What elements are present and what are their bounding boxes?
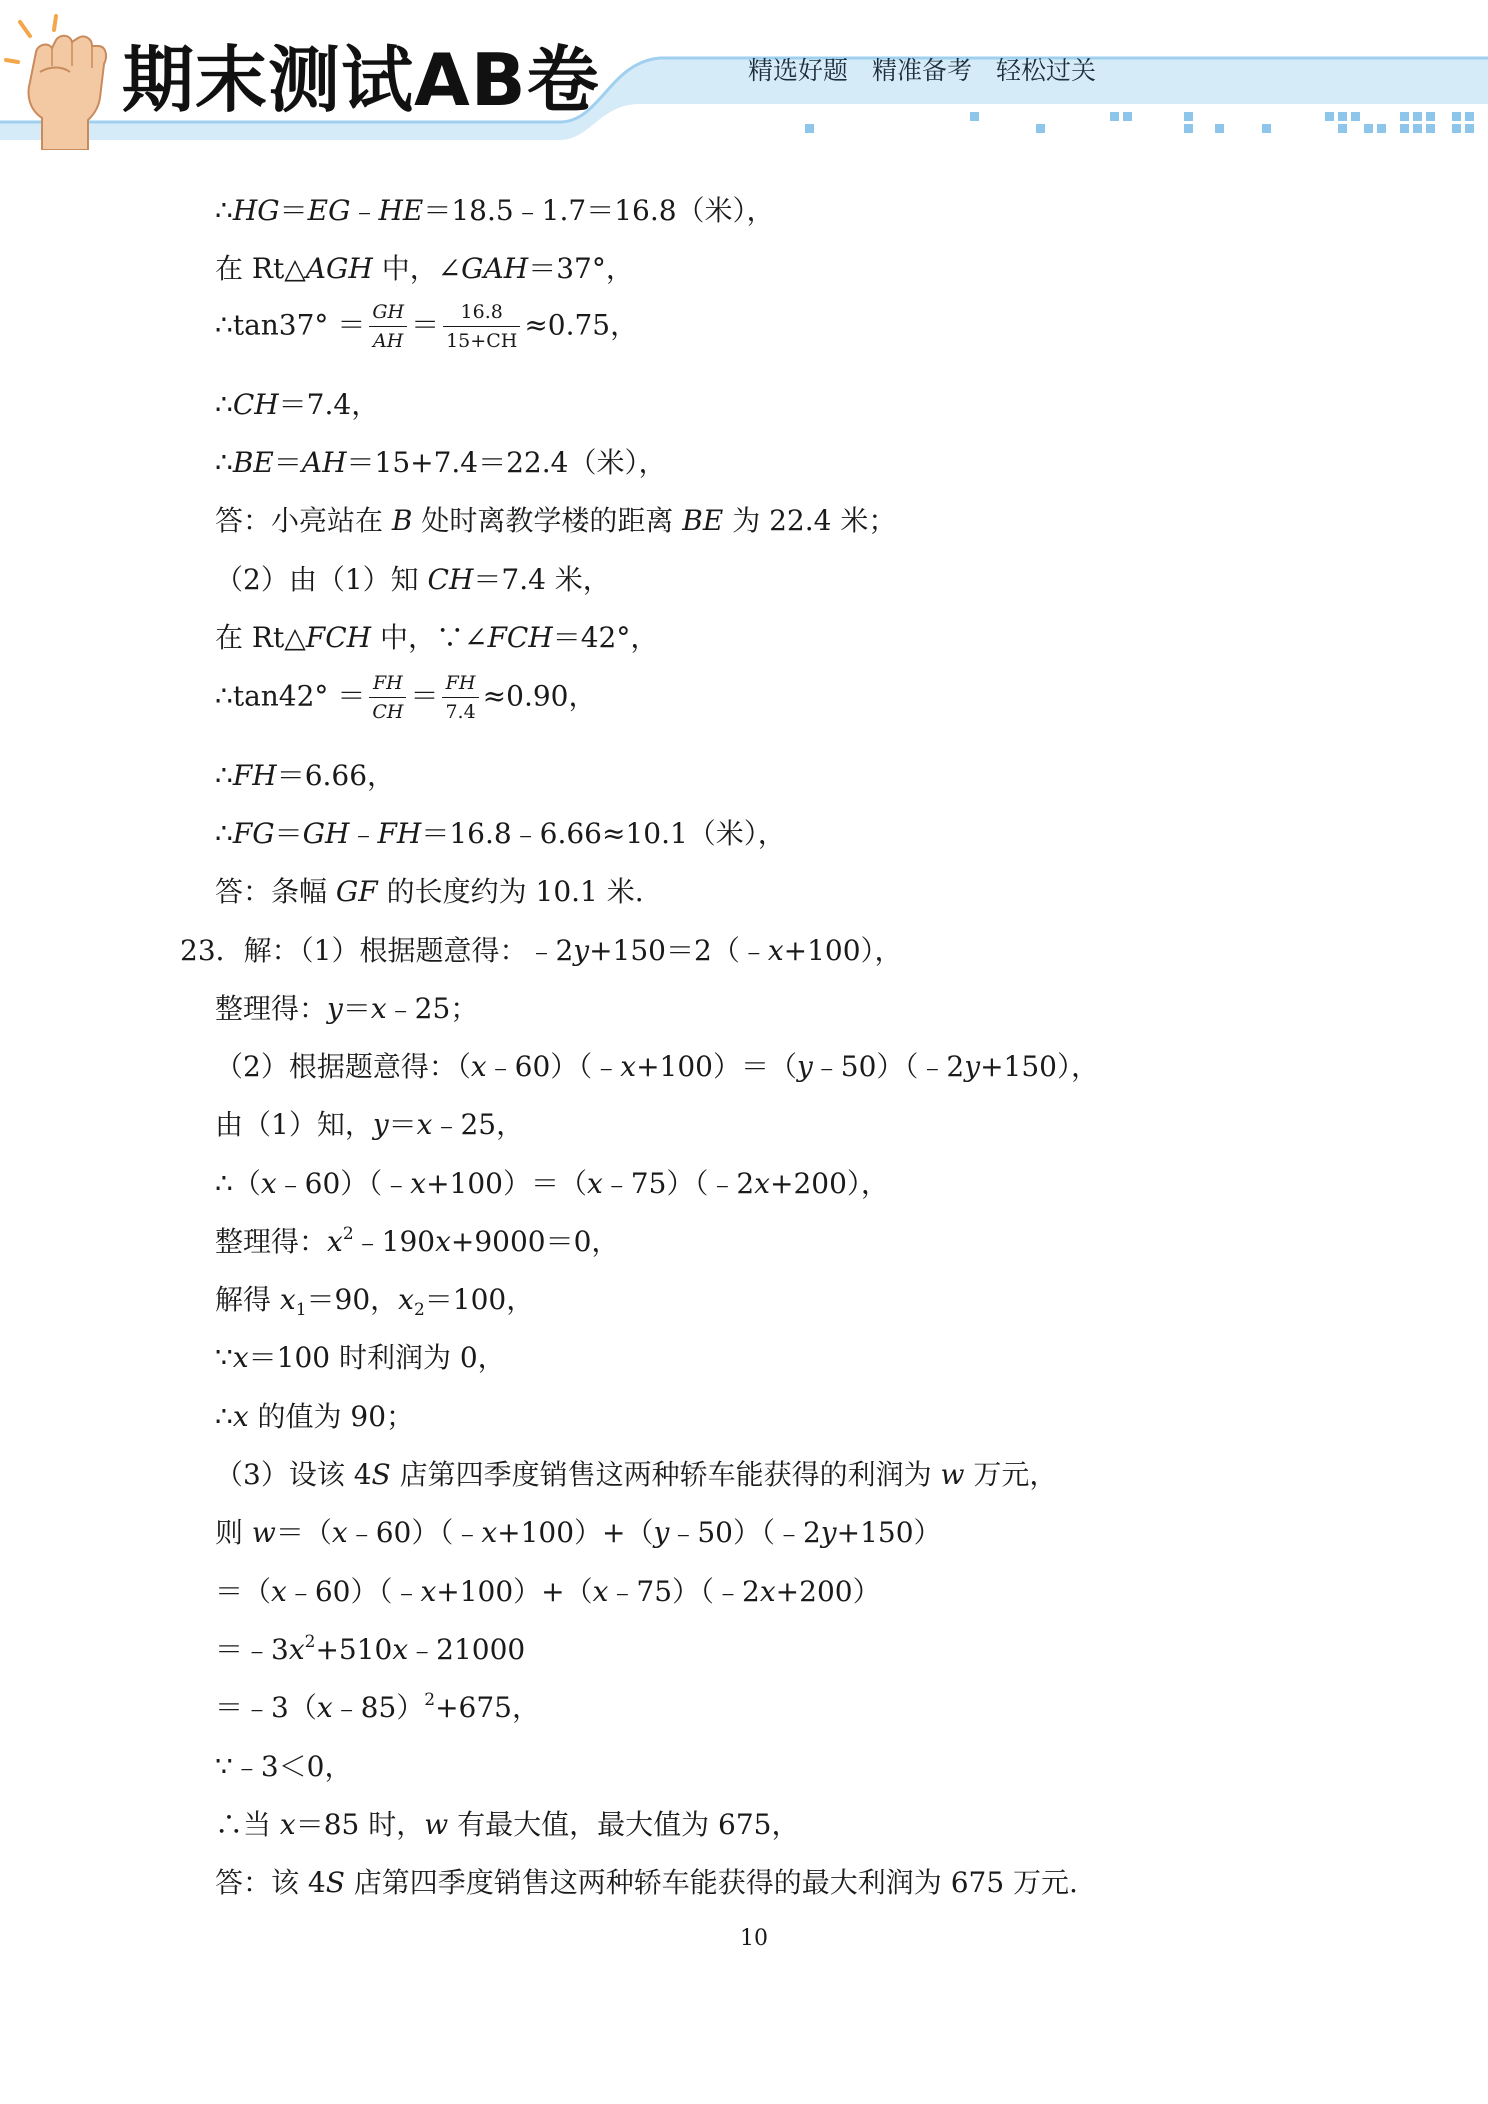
- answer-line: 答：该 4S 店第四季度销售这两种轿车能获得的最大利润为 675 万元.: [215, 1866, 1078, 1899]
- fraction: $\frac{16.8}{15+CH}$: [443, 303, 520, 351]
- decorative-squares: [805, 112, 1474, 133]
- solution-line: 则 w＝（x﹣60）（﹣x+100）+（y﹣50）（﹣2y+150）: [215, 1516, 942, 1549]
- page-number: 10: [740, 1926, 768, 1951]
- question-23-line: 23．解：（1）根据题意得：﹣2y+150＝2（﹣x+100），: [180, 934, 903, 967]
- solution-line: ∵x＝100 时利润为 0，: [215, 1341, 506, 1374]
- solution-line: ∴x 的值为 90；: [215, 1400, 415, 1433]
- answer-line: 答：小亮站在 B 处时离教学楼的距离 BE 为 22.4 米；: [215, 504, 897, 537]
- solution-line: 解得 $x_1=90$，$x_2=100$，: [215, 1283, 535, 1320]
- page-header: [0, 0, 1488, 150]
- fraction: $\frac{GH}{AH}$: [369, 303, 407, 351]
- solution-line: 在 Rt△FCH 中，∵∠FCH＝42°，: [215, 621, 659, 654]
- header-slogan-3: 轻松过关: [996, 56, 1097, 85]
- solution-line: ＝（x﹣60）（﹣x+100）+（x﹣75）（﹣2x+200）: [215, 1575, 881, 1608]
- solution-line: ∴（x﹣60）（﹣x+100）＝（x﹣75）（﹣2x+200），: [215, 1167, 889, 1200]
- solution-line: ∴FH＝6.66，: [215, 759, 396, 792]
- header-slogan-1: 精选好题: [748, 56, 849, 85]
- solution-line: ∵﹣3＜0，: [215, 1750, 353, 1783]
- solution-line: ∴HG＝EG﹣HE＝18.5﹣1.7＝16.8（米），: [215, 194, 775, 227]
- equation-line: ∴tan37° ＝ $\frac{GH}{AH}$ ＝ $\frac{16.8}{15+CH}$ ≈0.75，: [215, 301, 639, 352]
- fraction: $\frac{FH}{7.4}$: [442, 674, 478, 722]
- solution-line: 整理得：$x^2﹣190x+9000=0$，: [215, 1224, 620, 1258]
- header-title: 期末测试AB卷: [122, 38, 600, 122]
- answer-line: 答：条幅 GF 的长度约为 10.1 米.: [215, 875, 644, 908]
- header-slogan-2: 精准备考: [872, 56, 973, 85]
- solution-line: 在 Rt△AGH 中，∠GAH＝37°，: [215, 252, 634, 285]
- solution-line: ∴当 x＝85 时，w 有最大值，最大值为 675，: [215, 1808, 800, 1841]
- solution-line: ∴CH＝7.4，: [215, 388, 380, 421]
- solution-line: 由（1）知，y＝x﹣25，: [215, 1108, 525, 1141]
- solution-line: （3）设该 4S 店第四季度销售这两种轿车能获得的利润为 w 万元，: [215, 1458, 1058, 1491]
- solution-line: ∴BE＝AH＝15+7.4＝22.4（米），: [215, 446, 667, 479]
- solution-line: （2）根据题意得：（x﹣60）（﹣x+100）＝（y﹣50）（﹣2y+150），: [215, 1050, 1099, 1083]
- solution-line: $=﹣3x^2+510x﹣21000$: [215, 1632, 526, 1666]
- fraction: $\frac{FH}{CH}$: [369, 674, 406, 722]
- solution-line: ∴FG＝GH﹣FH＝16.8﹣6.66≈10.1（米），: [215, 817, 786, 850]
- solution-line: （2）由（1）知 CH＝7.4 米，: [215, 563, 611, 596]
- solution-line: 整理得：y＝x﹣25；: [215, 992, 479, 1025]
- equation-line: ∴tan42° ＝ $\frac{FH}{CH}$ ＝ $\frac{FH}{7.4}$ ≈0.90，: [215, 672, 597, 723]
- solution-line: ＝﹣3（x﹣85）$^2$+675，: [215, 1690, 540, 1724]
